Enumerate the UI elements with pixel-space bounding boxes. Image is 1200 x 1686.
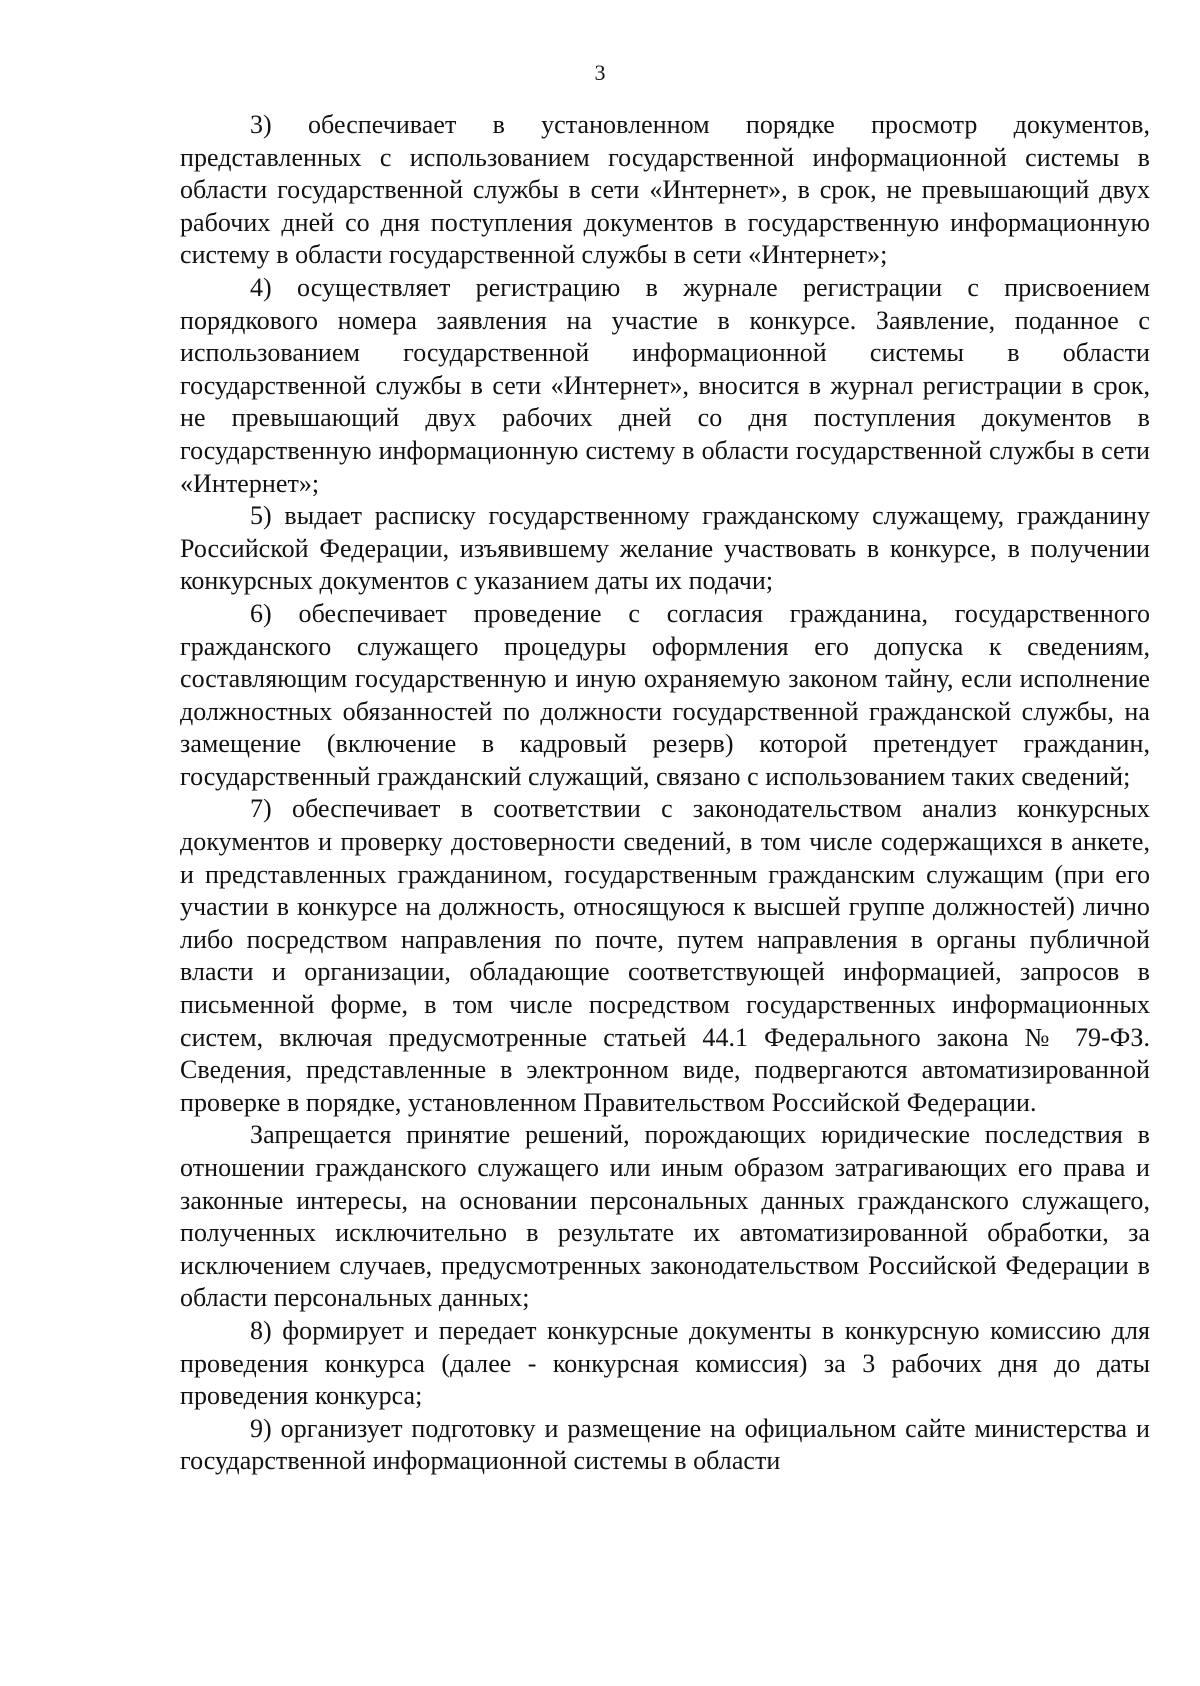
paragraph-item-8: 8) формирует и передает конкурсные документы в конкурсную комиссию для проведения конкурса (далее - конкурсная комиссия) за 3 рабочих дня до даты проведения конкурса; — [180, 1315, 1150, 1411]
paragraph-item-9: 9) организует подготовку и размещение на официальном сайте министерства и государственной информационной системы в области — [180, 1413, 1150, 1476]
paragraph-item-7: 7) обеспечивает в соответствии с законодательством анализ конкурсных документов и проверку достоверности сведений, в том числе содержащихся в анкете, и представленных гражданином, государственным гражданским служащим (при его участии в конкурсе на должность, относящуюся к высшей группе должностей) лично либо посредством направления по почте, путем направления в органы публичной власти и организации, обладающие соответствующей информацией, запросов в письменной форме, в том числе посредством государственных информационных систем, включая предусмотренные статьей 44.1 Федерального закона № 79-ФЗ. Сведения, представленные в электронном виде, подвергаются автоматизированной проверке в порядке, установленном Правительством Российской Федерации. — [180, 794, 1150, 1117]
document-body — [180, 109, 1150, 1478]
page-number: 3 — [594, 60, 606, 85]
paragraph-item-3: 3) обеспечивает в установленном порядке просмотр документов, представленных с использованием государственной информационной системы в области государственной службы в сети «Интернет», в срок, не превышающий двух рабочих дней со дня поступления документов в государственную информационную систему в области государственной службы в сети «Интернет»; — [180, 110, 1150, 270]
paragraph-prohibition: Запрещается принятие решений, порождающих юридические последствия в отношении гражданского служащего или иным образом затрагивающих его права и законные интересы, на основании персональных данных гражданского служащего, полученных исключительно в результате их автоматизированной обработки, за исключением случаев, предусмотренных законодательством Российской Федерации в области персональных данных; — [180, 1120, 1150, 1313]
paragraph-item-5: 5) выдает расписку государственному гражданскому служащему, гражданину Российской Федерации, изъявившему желание участвовать в конкурсе, в получении конкурсных документов с указанием даты их подачи; — [180, 501, 1150, 596]
paragraph-item-6: 6) обеспечивает проведение с согласия гражданина, государственного гражданского служащего процедуры оформления его допуска к сведениям, составляющим государственную и иную охраняемую законом тайну, если исполнение должностных обязанностей по должности государственной гражданской службы, на замещение (включение в кадровый резерв) которой претендует гражданин, государственный гражданский служащий, связано с использованием таких сведений; — [180, 598, 1150, 791]
paragraph-item-4: 4) осуществляет регистрацию в журнале регистрации с присвоением порядкового номера заявления на участие в конкурсе. Заявление, поданное с использованием государственной информационной системы в области государственной службы в сети «Интернет», вносится в журнал регистрации в срок, не превышающий двух рабочих дней со дня поступления документов в государственную информационную систему в области государственной службы в сети «Интернет»; — [180, 272, 1150, 498]
